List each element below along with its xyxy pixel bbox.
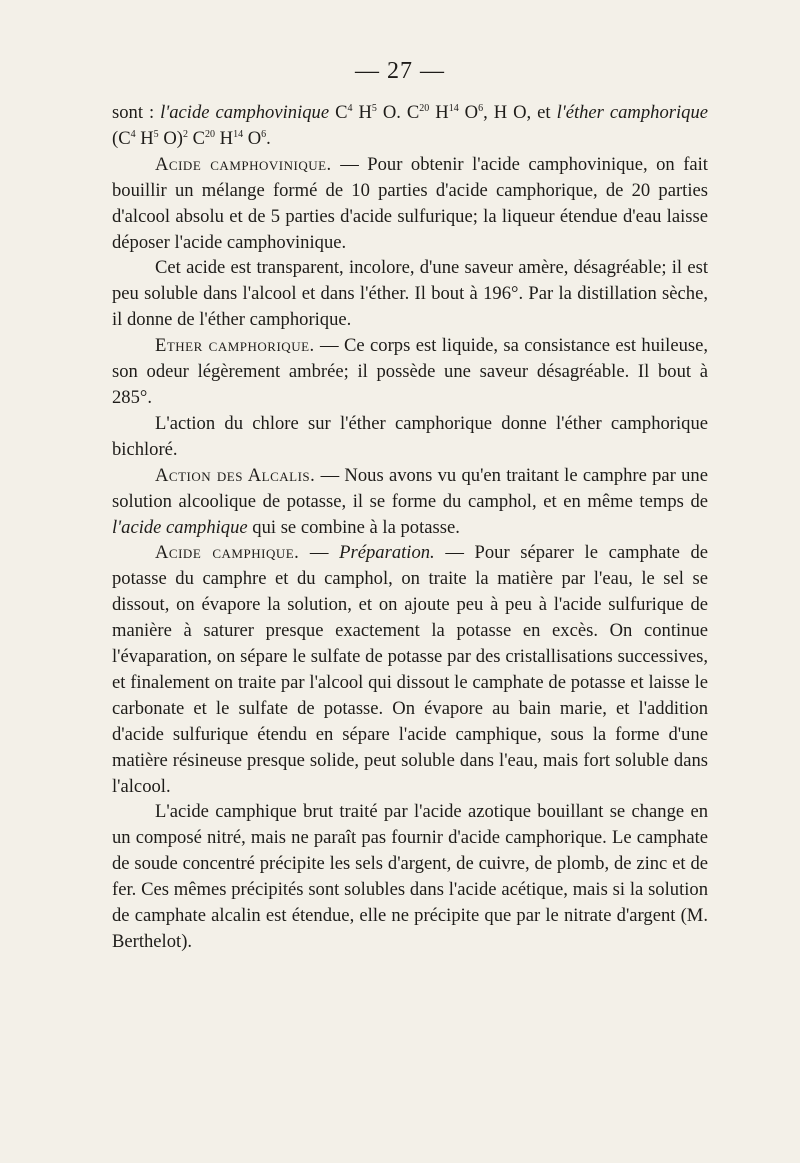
formula-superscript: 6 (261, 128, 267, 140)
paragraph (112, 540, 708, 799)
section-heading: Acide camphique. (155, 542, 300, 564)
paragraph (112, 463, 708, 541)
text-run: , H O, et (483, 102, 557, 123)
text-run: — Pour obtenir l'acide camphovinique, on fait bouillir un mélange formé de 10 parties d'acide camphorique, de 20 parties d'alcool absolu et de 5 parties d'acide sulfurique; la liqueur étendue d'eau laisse déposer l'acide camphovinique. (112, 153, 708, 253)
formula-superscript: 14 (448, 103, 459, 114)
formula-superscript: 2 (182, 128, 188, 140)
text-run: qui se combine à la potasse. (247, 516, 460, 538)
italic-term: l'éther camphorique (556, 102, 708, 123)
formula-superscript: 4 (347, 103, 353, 114)
formula-superscript: 4 (130, 128, 136, 140)
text-run: O (458, 102, 479, 123)
formula-superscript: 20 (205, 128, 216, 140)
italic-term: l'acide camphique (112, 516, 248, 538)
paragraph (112, 152, 708, 256)
text-run: H (135, 127, 154, 149)
italic-term: l'acide camphovinique (160, 102, 330, 123)
paragraph (112, 411, 708, 463)
paragraph (112, 333, 708, 411)
text-run: H (429, 102, 449, 123)
text-run: L'action du chlore sur l'éther camphorique donne l'éther camphorique bichloré. (112, 412, 708, 460)
section-heading: Ether camphorique. (155, 335, 315, 357)
formula-superscript: 14 (233, 128, 244, 140)
paragraph (112, 255, 708, 333)
text-run: O (243, 127, 262, 149)
italic-term: Préparation. (339, 542, 435, 564)
text-run: — Pour séparer le camphate de potasse du camphre et du camphol, on traite la matière par l'eau, le sel se dissout, on évapore la solution, et on ajoute peu à peu à l'acide sulfurique de manière à saturer presque exactement la potasse en excès. On continue l'évaparation, on sépare le sulfate de potasse par des cristallisations successives, et finalement on traite par l'alcool qui dissout le camphate de potasse et laisse le carbonate et le sulfate de potasse. On évapore au bain marie, et l'addition d'acide sulfurique étendu en sépare l'acide camphique, sous la forme d'une matière résineuse presque solide, peut soluble dans l'eau, mais fort soluble dans l'alcool. (112, 542, 708, 797)
section-heading: Action des Alcalis. (155, 464, 316, 486)
body-text (112, 100, 708, 955)
text-run: — (299, 542, 340, 564)
formula-superscript: 5 (153, 128, 159, 140)
text-run: H (215, 127, 234, 149)
section-heading: Acide camphovinique. (155, 153, 332, 175)
formula-superscript: 6 (478, 103, 484, 114)
text-run: C (329, 102, 348, 123)
text-run: . (266, 127, 271, 149)
text-run: O. C (376, 102, 420, 123)
page-number: — 27 — (355, 58, 445, 84)
formula-superscript: 20 (419, 103, 430, 114)
text-run: O) (158, 127, 183, 149)
paragraph (112, 799, 708, 954)
text-run: L'acide camphique brut traité par l'acide azotique bouillant se change en un composé nitré, mais ne paraît pas fournir d'acide camphorique. Le camphate de soude concentré précipite les sels d'argent, de cuivre, de plomb, de zinc et de fer. Ces mêmes précipités sont solubles dans l'acide acétique, mais si la solution de camphate alcalin est étendue, elle ne précipite que par le nitrate d'argent (M. Berthelot). (112, 801, 708, 952)
text-run: C (187, 127, 206, 149)
paragraph (112, 100, 708, 152)
formula-superscript: 5 (371, 103, 377, 114)
text-run: sont : (112, 102, 161, 123)
text-run: — Ce corps est liquide, sa consistance est huileuse, son odeur légèrement ambrée; il possède une saveur désagréable. Il bout à 285°. (112, 335, 709, 408)
text-run: — Nous avons vu qu'en traitant le camphre par une solution alcoolique de potasse, il se forme du camphol, et en même temps de (112, 464, 708, 512)
text-run: (C (112, 127, 131, 149)
text-run: H (352, 102, 372, 123)
text-run: Cet acide est transparent, incolore, d'une saveur amère, désagréable; il est peu soluble dans l'alcool et dans l'éther. Il bout à 196°. Par la distillation sèche, il donne de l'éther camphorique. (112, 257, 708, 331)
